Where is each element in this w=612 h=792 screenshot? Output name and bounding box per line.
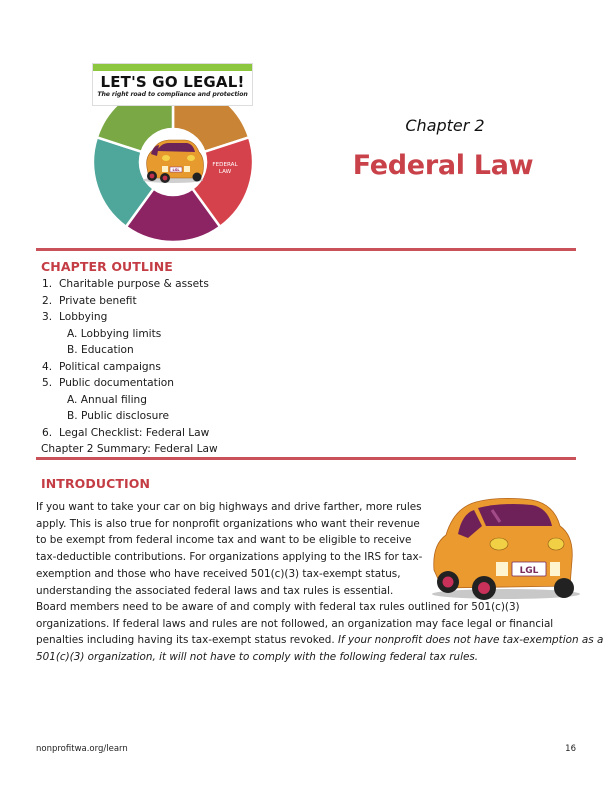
lets-go-legal-logo: [88, 60, 260, 246]
outline-item-number: 2.: [42, 294, 53, 307]
divider-bottom: [36, 457, 576, 460]
car-illustration: [424, 490, 584, 602]
intro-line: exemption and those who have received 501(c)(3) tax-exempt status,: [36, 567, 401, 580]
outline-subitem[interactable]: B. Public disclosure: [67, 410, 170, 422]
car-license-plate: LGL: [519, 566, 539, 576]
logo-title: LET'S GO LEGAL!: [100, 73, 245, 91]
outline-item[interactable]: [42, 376, 174, 390]
intro-line: If you want to take your car on big highways and drive farther, more rules: [36, 501, 422, 513]
intro-line-mixed: [36, 632, 604, 649]
intro-line: to be exempt from federal income tax and want to be eligible to receive: [36, 534, 412, 547]
outline-item-label: Private benefit: [59, 294, 137, 307]
footer-url-link[interactable]: nonprofitwa.org/learn: [36, 744, 128, 754]
intro-line: tax-deductible contributions. For organizations applying to the IRS for tax-: [36, 551, 423, 564]
introduction-paragraph-part1: [36, 499, 423, 599]
outline-item[interactable]: [42, 277, 209, 291]
chapter-title: Federal Law: [352, 150, 534, 181]
outline-item-number: 4.: [42, 360, 53, 373]
outline-subitem[interactable]: B. Education: [67, 344, 134, 356]
outline-item-number: 6.: [42, 426, 53, 439]
small-car-plate: LGL: [172, 168, 180, 173]
outline-item[interactable]: [42, 426, 209, 440]
outline-item-label: Charitable purpose & assets: [59, 278, 209, 290]
intro-line-regular: penalties including having its tax-exempt status revoked.: [36, 634, 338, 647]
outline-subitem[interactable]: A. Annual filing: [67, 393, 147, 406]
outline-subitem[interactable]: A. Lobbying limits: [67, 327, 162, 340]
outline-item-label: Legal Checklist: Federal Law: [59, 426, 210, 439]
introduction-paragraph-part2: [36, 599, 604, 666]
intro-line: Board members need to be aware of and comply with federal tax rules outlined for 501(c)(3): [36, 601, 520, 613]
intro-line: apply. This is also true for nonprofit organizations who want their revenue: [36, 517, 420, 530]
intro-note-italic: If your nonprofit does not have tax-exemption as a: [337, 634, 604, 647]
outline-item-number: 1.: [42, 278, 53, 290]
intro-line: understanding the associated federal laws and tax rules is essential.: [36, 584, 394, 597]
intro-note-italic: 501(c)(3) organization, it will not have to comply with the following federal tax rules.: [36, 651, 479, 664]
intro-line: organizations. If federal laws and rules are not followed, an organization may face legal or financial: [36, 617, 554, 630]
outline-item[interactable]: [42, 294, 137, 308]
outline-item[interactable]: [42, 360, 161, 374]
outline-item-number: 3.: [42, 311, 53, 323]
logo-banner: [92, 63, 253, 106]
page-number: 16: [565, 744, 576, 754]
outline-item[interactable]: [42, 310, 107, 324]
outline-item-label: Political campaigns: [59, 360, 161, 373]
outline-item-label: Public documentation: [59, 377, 174, 389]
divider-top: [36, 248, 576, 251]
logo-tagline: The right road to compliance and protection: [97, 91, 248, 98]
wheel-label-federal: FEDERAL: [212, 162, 238, 168]
outline-item-number: 5.: [42, 377, 53, 389]
wheel-label-law: LAW: [218, 169, 232, 175]
outline-heading: CHAPTER OUTLINE: [41, 259, 173, 274]
outline-summary-link[interactable]: Chapter 2 Summary: Federal Law: [41, 443, 218, 455]
outline-item-label: Lobbying: [59, 311, 108, 323]
introduction-heading: INTRODUCTION: [41, 476, 151, 491]
chapter-label: Chapter 2: [405, 116, 485, 135]
logo-green-bar: [93, 64, 252, 71]
